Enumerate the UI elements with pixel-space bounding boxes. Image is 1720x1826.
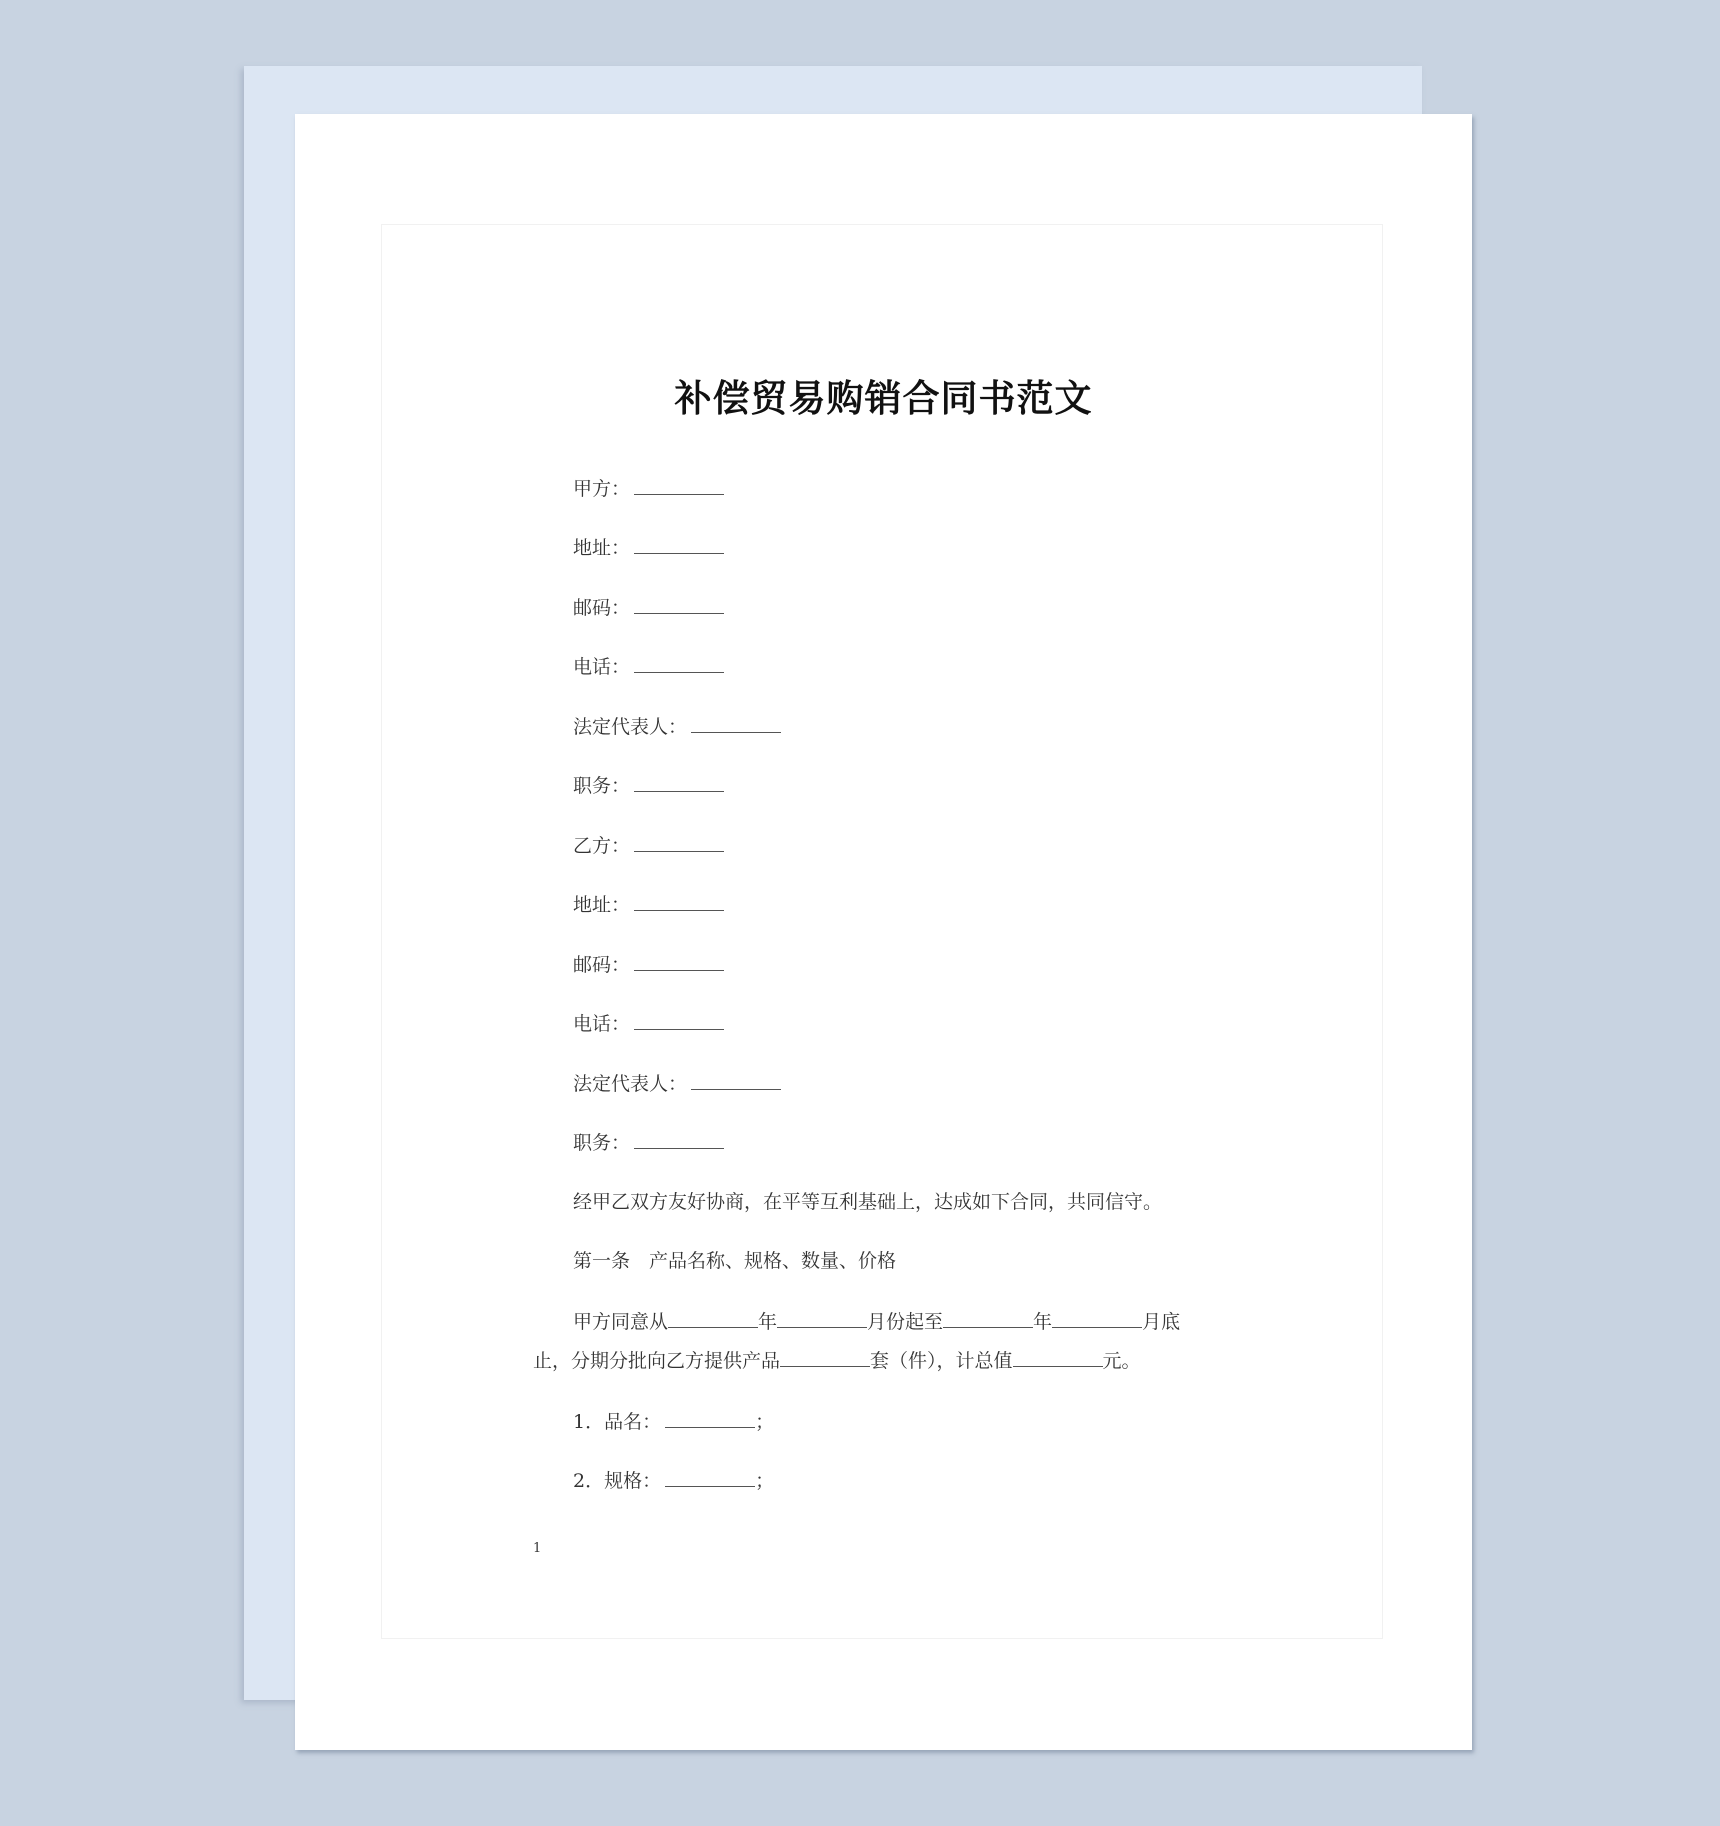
item-suffix: ； — [755, 1470, 775, 1492]
blank-line[interactable] — [634, 654, 724, 673]
blank-line[interactable] — [634, 1011, 724, 1030]
text-segment: 止，分期分批向乙方提供产品 — [533, 1350, 781, 1372]
text-segment: 元。 — [1102, 1350, 1141, 1372]
party-b-phone-field — [573, 1011, 724, 1036]
text-segment: 甲方同意从 — [573, 1311, 669, 1333]
item-product-name — [573, 1409, 774, 1434]
blank-line[interactable] — [634, 773, 724, 792]
item-label: 1．品名： — [573, 1411, 662, 1433]
blank-line[interactable] — [634, 535, 724, 554]
party-b-name-field — [573, 833, 724, 858]
page-number: 1 — [533, 1541, 542, 1556]
field-label: 甲方： — [573, 478, 631, 500]
text-segment: 年 — [1033, 1311, 1053, 1333]
blank-line[interactable] — [634, 952, 724, 971]
blank-line[interactable] — [1052, 1309, 1142, 1328]
article-1-body-line-1 — [573, 1309, 1180, 1334]
party-b-postcode-field — [573, 952, 724, 977]
field-label: 乙方： — [573, 835, 631, 857]
blank-line[interactable] — [634, 595, 724, 614]
field-label: 职务： — [573, 1132, 631, 1154]
field-label: 邮码： — [573, 597, 631, 619]
party-a-legal-rep-field — [573, 714, 781, 739]
party-a-name-field — [573, 476, 724, 501]
field-label: 地址： — [573, 894, 631, 916]
party-a-address-field — [573, 535, 724, 560]
blank-line[interactable] — [665, 1468, 755, 1487]
blank-line[interactable] — [665, 1409, 755, 1428]
blank-line[interactable] — [634, 833, 724, 852]
blank-line[interactable] — [634, 892, 724, 911]
field-label: 地址： — [573, 537, 631, 559]
blank-line[interactable] — [634, 1130, 724, 1149]
blank-line[interactable] — [691, 714, 781, 733]
item-suffix: ； — [755, 1411, 775, 1433]
content-frame — [381, 224, 1383, 1639]
item-label: 2．规格： — [573, 1470, 662, 1492]
blank-line[interactable] — [777, 1309, 867, 1328]
party-b-position-field — [573, 1130, 724, 1155]
field-label: 法定代表人： — [573, 1073, 688, 1095]
party-a-phone-field — [573, 654, 724, 679]
text-segment: 月底 — [1142, 1311, 1181, 1333]
preamble-paragraph: 经甲乙双方友好协商，在平等互利基础上，达成如下合同，共同信守。 — [573, 1191, 1163, 1213]
article-1-body-line-2 — [533, 1348, 1141, 1373]
blank-line[interactable] — [634, 476, 724, 495]
field-label: 职务： — [573, 775, 631, 797]
blank-line[interactable] — [780, 1348, 870, 1367]
field-label: 电话： — [573, 1013, 631, 1035]
party-b-address-field — [573, 892, 724, 917]
blank-line[interactable] — [1013, 1348, 1103, 1367]
blank-line[interactable] — [668, 1309, 758, 1328]
article-1-heading: 第一条 产品名称、规格、数量、价格 — [573, 1250, 897, 1272]
blank-line[interactable] — [691, 1071, 781, 1090]
text-segment: 年 — [758, 1311, 778, 1333]
party-b-legal-rep-field — [573, 1071, 781, 1096]
field-label: 邮码： — [573, 954, 631, 976]
item-specification — [573, 1468, 774, 1493]
party-a-postcode-field — [573, 595, 724, 620]
party-a-position-field — [573, 773, 724, 798]
field-label: 法定代表人： — [573, 716, 688, 738]
document-title: 补偿贸易购销合同书范文 — [674, 377, 1093, 420]
text-segment: 套（件），计总值 — [870, 1350, 1013, 1372]
blank-line[interactable] — [943, 1309, 1033, 1328]
field-label: 电话： — [573, 656, 631, 678]
text-segment: 月份起至 — [867, 1311, 944, 1333]
document-page — [295, 114, 1472, 1750]
